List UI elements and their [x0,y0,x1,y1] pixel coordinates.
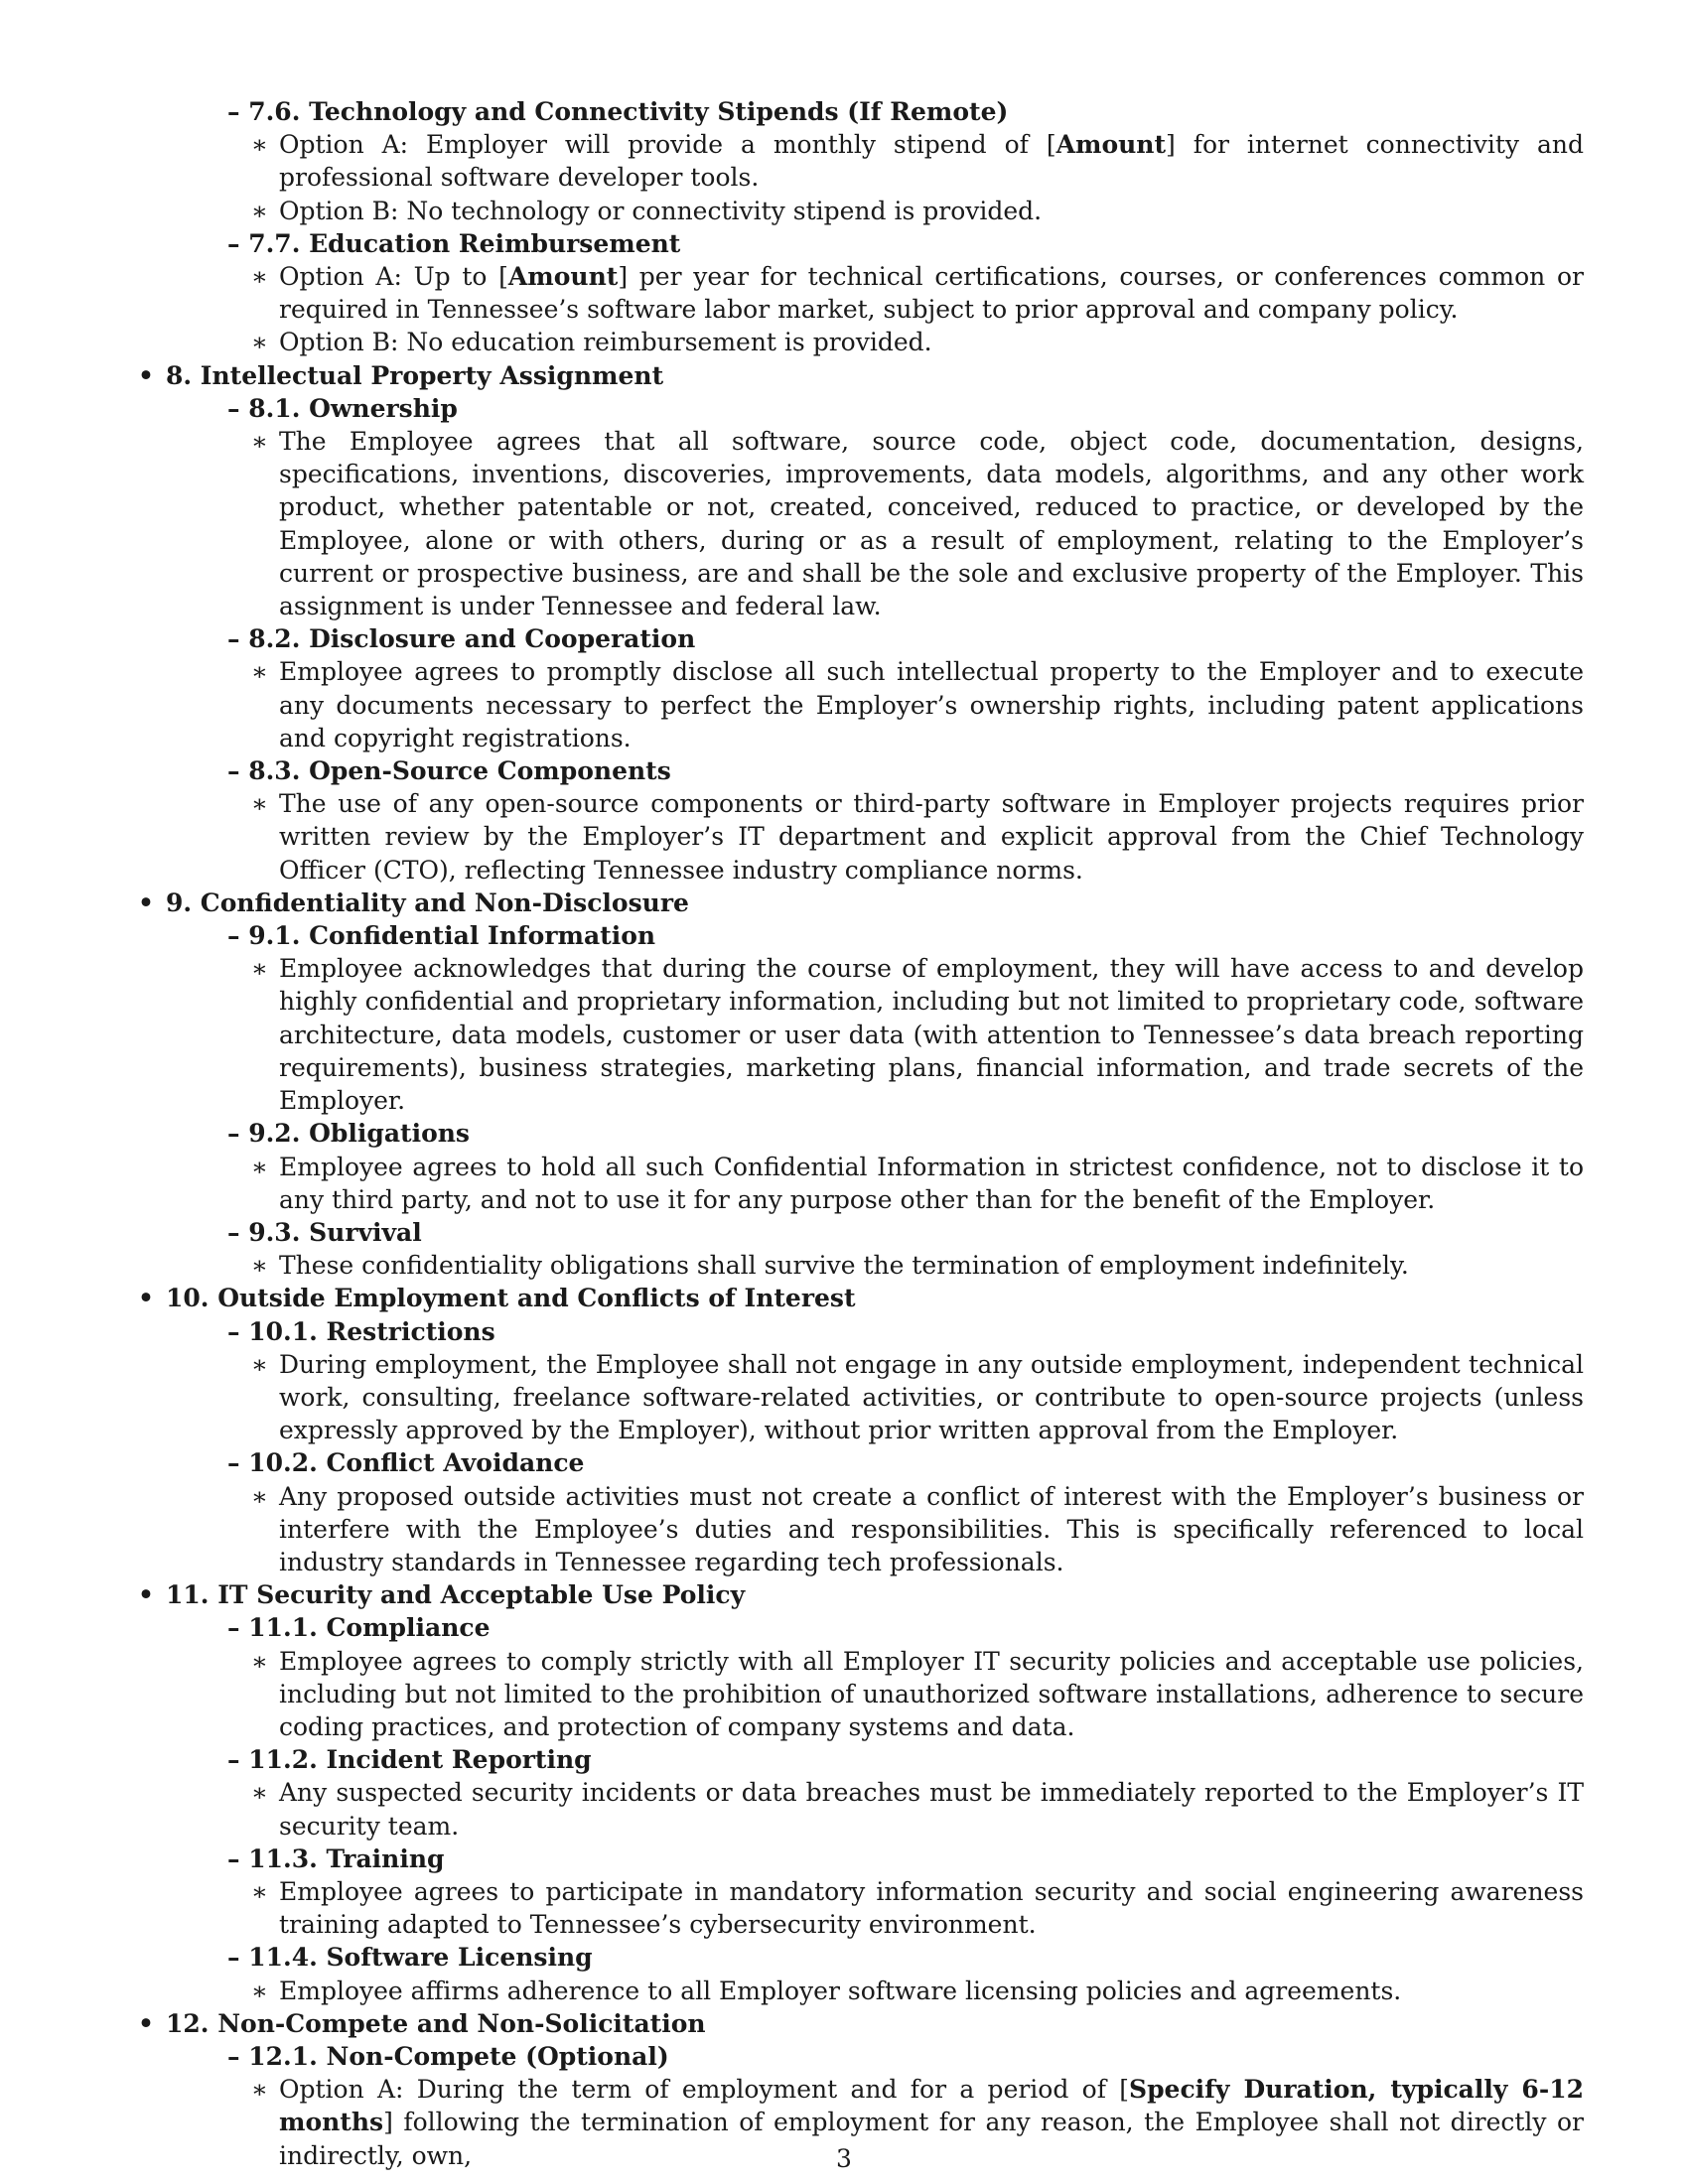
subsection-heading-9-2: – 9.2. Obligations [227,1119,471,1149]
item-text: Any proposed outside activities must not create a conflict of interest with the Employer’s business or interfere with the Employee’s duties and responsibilities. This is specifically referenced to local industry standards in Tennessee regarding tech professionals. [279,1481,1584,1576]
bullet-dot: • [138,360,154,390]
subsection-heading-11-1: – 11.1. Compliance [227,1613,491,1643]
list-item-7-7-a [134,260,1584,326]
item-text: The use of any open-source components or third-party software in Employer projects requires prior written review by the Employer’s IT department and explicit approval from the Chief Technology Officer (CTO), reflecting Tennessee industry compliance norms. [279,789,1584,885]
subsection-heading-11-2: – 11.2. Incident Reporting [227,1745,592,1775]
list-item-7-6-a [134,128,1584,194]
item-text: Employee agrees to participate in mandatory information security and social engineering awareness training adapted to Tennessee’s cybersecurity environment. [279,1876,1584,1940]
subsection-heading-9-1: – 9.1. Confidential Information [227,921,656,951]
asterisk-bullet: ∗ [251,2075,268,2105]
item-text: Employee acknowledges that during the course of employment, they will have access to and develop highly confidential and proprietary information, including but not limited to proprietary code, software architecture, data models, customer or user data (with attention to Tennessee’s data breach reporting requirements), business strategies, marketing plans, financial information, and trade secrets of the Employer. [279,954,1584,1116]
subsection-heading-10-1: – 10.1. Restrictions [227,1316,495,1346]
item-text: Option B: No education reimbursement is provided. [279,328,932,357]
section-heading-9 [134,887,1584,919]
subsection-heading-11-3: – 11.3. Training [227,1843,445,1873]
subsection-heading-7-6: – 7.6. Technology and Connectivity Stipends (If Remote) [227,97,1009,126]
placeholder-duration: Specify Duration, typically 6-12 months [279,2075,1584,2137]
item-text: The Employee agrees that all software, source code, object code, documentation, designs, specifications, inventions, discoveries, improvements, data models, algorithms, and any other work product, whether patentable or not, created, conceived, reduced to practice, or developed by the Employee, alone or with others, during or as a result of employment, relating to the Employer’s current or prospective business, are and shall be the sole and exclusive property of the Employer. This assignment is under Tennessee and federal law. [279,427,1584,621]
asterisk-bullet: ∗ [251,262,268,292]
subsection-heading-8-2: – 8.2. Disclosure and Cooperation [227,624,696,654]
asterisk-bullet: ∗ [251,1251,268,1281]
item-text: These confidentiality obligations shall survive the termination of employment indefinitely. [279,1251,1409,1281]
item-text: Employee agrees to hold all such Confidential Information in strictest confidence, not to disclose it to any third party, and not to use it for any purpose other than for the benefit of the Employer. [279,1152,1584,1214]
subsection-heading-9-3: – 9.3. Survival [227,1217,422,1247]
item-text: Employee affirms adherence to all Employer software licensing policies and agreements. [279,1976,1402,2005]
subsection-heading-12-1: – 12.1. Non-Compete (Optional) [227,2041,669,2071]
section-title: 12. Non-Compete and Non-Solicitation [166,2008,706,2038]
section-title: 11. IT Security and Acceptable Use Policy [166,1580,746,1610]
page-number: 3 [836,2144,852,2173]
section-heading-12 [134,2007,1584,2040]
bullet-dot: • [138,887,154,917]
item-text: Employee agrees to comply strictly with all Employer IT security policies and acceptable use policies, including but not limited to the prohibition of unauthorized software installations, adherence to secure coding practices, and protection of company systems and data. [279,1646,1584,1741]
asterisk-bullet: ∗ [251,1152,268,1181]
section-title: 9. Confidentiality and Non-Disclosure [166,887,689,917]
section-heading-10 [134,1282,1584,1314]
list-item-9-3 [134,1249,1584,1282]
subsection-heading-7-7: – 7.7. Education Reimbursement [227,228,681,258]
asterisk-bullet: ∗ [251,196,268,225]
asterisk-bullet: ∗ [251,1349,268,1379]
asterisk-bullet: ∗ [251,1976,268,2005]
asterisk-bullet: ∗ [251,427,268,457]
item-text: Employee agrees to promptly disclose all such intellectual property to the Employer and to execute any documents necessary to perfect the Employer’s ownership rights, including patent applications and copyright registrations. [279,657,1584,752]
item-text: ] per year for technical certifications, courses, or conferences common or required in Tennessee’s software labor market, subject to prior approval and company policy. [279,262,1584,325]
list-item-7-6-b [134,195,1584,227]
list-item-11-2 [134,1776,1584,1842]
placeholder-amount: Amount [1055,130,1167,160]
list-item-8-1 [134,425,1584,622]
asterisk-bullet: ∗ [251,328,268,357]
asterisk-bullet: ∗ [251,1481,268,1511]
item-text: During employment, the Employee shall not engage in any outside employment, independent technical work, consulting, freelance software-related activities, or contribute to open-source projects (unless expressly approved by the Employer), without prior written approval from the Employer. [279,1349,1584,1445]
list-item-11-4 [134,1975,1584,2007]
list-item-9-2 [134,1151,1584,1216]
item-text: ] for internet connectivity and professional software developer tools. [279,130,1584,193]
bullet-dot: • [138,1580,154,1610]
list-item-10-1 [134,1348,1584,1447]
bullet-dot: • [138,2008,154,2038]
section-heading-8 [134,359,1584,392]
asterisk-bullet: ∗ [251,1646,268,1676]
asterisk-bullet: ∗ [251,657,268,687]
section-heading-11 [134,1578,1584,1611]
asterisk-bullet: ∗ [251,130,268,160]
asterisk-bullet: ∗ [251,1876,268,1906]
item-text: Option B: No technology or connectivity stipend is provided. [279,196,1043,225]
list-item-11-1 [134,1645,1584,1744]
list-item-10-2 [134,1480,1584,1579]
section-title: 8. Intellectual Property Assignment [166,360,664,390]
subsection-heading-11-4: – 11.4. Software Licensing [227,1943,593,1973]
asterisk-bullet: ∗ [251,789,268,819]
list-item-8-2 [134,655,1584,754]
subsection-heading-10-2: – 10.2. Conflict Avoidance [227,1448,585,1478]
list-item-7-7-b [134,326,1584,358]
list-item-9-1 [134,952,1584,1117]
placeholder-amount: Amount [507,262,619,292]
subsection-heading-8-3: – 8.3. Open-Source Components [227,756,671,786]
list-item-8-3 [134,787,1584,887]
list-item-11-3 [134,1875,1584,1941]
item-text: Option A: Up to [ [279,262,508,292]
subsection-heading-8-1: – 8.1. Ownership [227,393,458,423]
item-text: ] following the termination of employment for any reason, the Employee shall not directly or indirectly, own, [279,2108,1584,2170]
bullet-dot: • [138,1284,154,1313]
section-title: 10. Outside Employment and Conflicts of Interest [166,1284,856,1313]
item-text: Option A: During the term of employment and for a period of [ [279,2075,1130,2105]
asterisk-bullet: ∗ [251,954,268,984]
item-text: Any suspected security incidents or data breaches must be immediately reported to the Employer’s IT security team. [279,1778,1584,1841]
document-body [134,95,1584,2172]
item-text: Option A: Employer will provide a monthly stipend of [ [279,130,1056,160]
asterisk-bullet: ∗ [251,1778,268,1808]
